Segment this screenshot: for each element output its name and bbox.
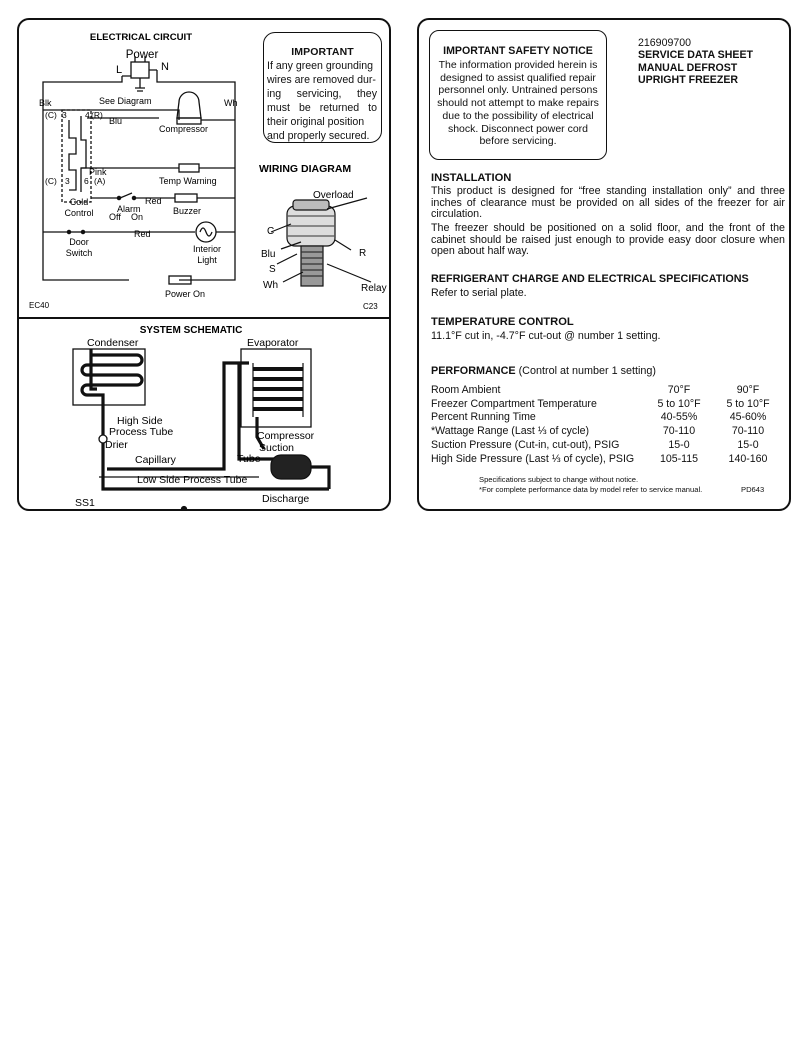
- n4-label: 4: [85, 110, 90, 120]
- sheet-title-1: SERVICE DATA SHEET: [638, 49, 753, 62]
- table-row: [431, 397, 783, 411]
- r-label: (R): [91, 110, 103, 120]
- door-switch-label-1: Door: [69, 237, 89, 247]
- sheet-header: [638, 37, 753, 86]
- n3-bottom-label: 3: [65, 176, 70, 186]
- see-diagram-label: See Diagram: [99, 96, 152, 106]
- pink-label: Pink: [89, 167, 107, 177]
- wiring-heading: WIRING DIAGRAM: [259, 163, 352, 175]
- wiring-c-label: C: [267, 226, 275, 237]
- off-label: Off: [109, 212, 121, 222]
- sheet-number: 216909700: [638, 37, 692, 49]
- suction-label-1: Suction: [259, 442, 295, 454]
- important-line: If any green grounding: [267, 60, 374, 72]
- wiring-diagram: [257, 154, 391, 316]
- safety-title: IMPORTANT SAFETY NOTICE: [443, 45, 593, 57]
- evaporator-label: Evaporator: [247, 337, 299, 349]
- performance-table: [431, 383, 783, 466]
- interior-light-label-1: Interior: [192, 244, 222, 254]
- relay-label: Relay: [361, 283, 387, 294]
- high-side-label-2: Process Tube: [109, 426, 174, 438]
- installation-paragraph-2: The freezer should be positioned on a solid floor, and the front of the cabinet should be raised just enough to provide easy door closure when open about half way.: [431, 222, 785, 258]
- red-label-1: Red: [145, 196, 162, 206]
- installation-heading: INSTALLATION: [431, 172, 512, 184]
- row-label: High Side Pressure (Last ⅓ of cycle), PSIG: [431, 452, 635, 465]
- safety-line: The information provided herein is: [438, 59, 598, 71]
- system-schematic-diagram: [19, 319, 389, 511]
- ec40-code: EC40: [29, 301, 50, 310]
- table-row: [431, 438, 783, 452]
- left-panel: [17, 18, 391, 511]
- row-label: Freezer Compartment Temperature: [431, 397, 597, 410]
- temp-warning-label: Temp Warning: [159, 176, 217, 186]
- blk-label: Blk: [39, 98, 52, 108]
- row-label: Room Ambient: [431, 383, 501, 396]
- safety-text: [430, 59, 606, 148]
- row-value-90f: 140-160: [728, 452, 768, 465]
- safety-line: shock. Disconnect power cord: [447, 122, 589, 135]
- important-title: IMPORTANT: [291, 46, 354, 58]
- row-value-70f: 15-0: [668, 439, 690, 452]
- interior-light-label-2: Light: [197, 255, 217, 265]
- row-value-90f: 5 to 10°F: [726, 397, 770, 410]
- safety-line: before servicing.: [479, 135, 557, 148]
- l-label: L: [116, 64, 123, 76]
- refrigerant-heading: REFRIGERANT CHARGE AND ELECTRICAL SPECIFICATIONS: [431, 273, 749, 285]
- important-line: their original position: [267, 116, 365, 128]
- wiring-r-label: R: [359, 248, 367, 259]
- installation-paragraph-1: This product is designed for “free standing installation only” and three inches of clearance must be provided on all sides of the freezer for air circulation.: [431, 185, 785, 221]
- a-label: (A): [94, 176, 106, 186]
- table-row: [431, 383, 783, 397]
- drier-label: Drier: [105, 439, 128, 451]
- low-side-label: Low Side Process Tube: [137, 474, 248, 486]
- important-line: wires are removed dur-: [267, 74, 376, 86]
- row-value-90f: 90°F: [736, 383, 760, 396]
- safety-line: due to the possibility of electrical: [442, 109, 594, 122]
- row-value-90f: 45-60%: [729, 411, 767, 424]
- temperature-heading: TEMPERATURE CONTROL: [431, 316, 574, 328]
- safety-line: designed to assist qualified repair: [440, 71, 596, 84]
- row-label: *Wattage Range (Last ⅓ of cycle): [431, 425, 590, 438]
- alarm-label: Alarm: [117, 204, 141, 214]
- compressor-schematic-label: Compressor: [257, 430, 315, 442]
- sheet-title-2: MANUAL DEFROST: [638, 61, 738, 74]
- power-on-label: Power On: [164, 289, 206, 299]
- safety-line: should not attempt to make repairs: [437, 97, 599, 110]
- table-row: [431, 452, 783, 466]
- wiring-wh-label: Wh: [263, 280, 278, 291]
- refrigerant-text: Refer to serial plate.: [431, 287, 527, 299]
- row-label: Suction Pressure (Cut-in, cut-out), PSIG: [431, 439, 620, 452]
- row-value-70f: 105-115: [659, 452, 699, 465]
- high-side-label-1: High Side: [117, 415, 163, 427]
- important-box: [263, 32, 382, 143]
- performance-code: PD643: [741, 485, 765, 494]
- electrical-circuit-diagram: [19, 20, 259, 316]
- schematic-heading: SYSTEM SCHEMATIC: [139, 325, 243, 336]
- important-line: ing servicing, they: [267, 88, 377, 100]
- suction-label-2: Tube: [237, 453, 261, 465]
- overload-label: Overload: [313, 190, 354, 201]
- right-panel: [417, 18, 791, 511]
- c-top-label: (C): [45, 110, 57, 120]
- c-bottom-label: (C): [45, 176, 57, 186]
- temperature-text: 11.1°F cut in, -4.7°F cut-out @ number 1 setting.: [431, 330, 661, 342]
- power-label: Power: [125, 49, 159, 61]
- capillary-label: Capillary: [135, 454, 176, 466]
- wiring-blu-label: Blu: [261, 249, 276, 260]
- n-label: N: [161, 61, 169, 73]
- safety-notice-box: [429, 30, 607, 160]
- performance-heading: PERFORMANCE: [431, 365, 516, 377]
- row-value-70f: 40-55%: [660, 411, 698, 424]
- electrical-heading: ELECTRICAL CIRCUIT: [89, 32, 193, 43]
- cold-control-label-2: Control: [64, 208, 94, 218]
- row-value-90f: 70-110: [731, 425, 765, 438]
- safety-line: personnel only. Untrained persons: [438, 84, 598, 97]
- n3-top-label: 3: [62, 110, 67, 120]
- door-switch-label-2: Switch: [65, 248, 93, 258]
- compressor-label: Compressor: [159, 124, 209, 134]
- discharge-label: Discharge: [262, 493, 310, 505]
- condenser-label: Condenser: [87, 337, 139, 349]
- row-label: Percent Running Time: [431, 411, 536, 424]
- on-label: On: [131, 212, 144, 222]
- wiring-s-label: S: [269, 264, 276, 275]
- red-label-2: Red: [134, 229, 151, 239]
- performance-note-2: *For complete performance data by model refer to service manual.: [479, 485, 703, 494]
- blu-label: Blu: [109, 116, 123, 126]
- buzzer-label: Buzzer: [173, 206, 202, 216]
- cold-control-label-1: Cold: [69, 197, 89, 207]
- important-text: [264, 59, 381, 143]
- performance-subheading: (Control at number 1 setting): [515, 365, 657, 377]
- ss1-label: SS1: [75, 497, 95, 509]
- table-row: [431, 411, 783, 425]
- sheet-title-3: UPRIGHT FREEZER: [638, 73, 739, 86]
- row-value-70f: 70°F: [667, 383, 691, 396]
- row-value-70f: 70-110: [662, 425, 696, 438]
- table-row: [431, 424, 783, 438]
- important-line: and properly secured.: [267, 130, 370, 142]
- performance-heading-line: [431, 365, 656, 377]
- row-value-70f: 5 to 10°F: [657, 397, 701, 410]
- n6-label: 6: [84, 176, 89, 186]
- row-value-90f: 15-0: [737, 439, 759, 452]
- important-line: must be returned to: [267, 102, 377, 114]
- wh-label: Wh: [224, 98, 238, 108]
- c23-code: C23: [363, 302, 378, 311]
- performance-note-1: Specifications subject to change without notice.: [479, 475, 639, 484]
